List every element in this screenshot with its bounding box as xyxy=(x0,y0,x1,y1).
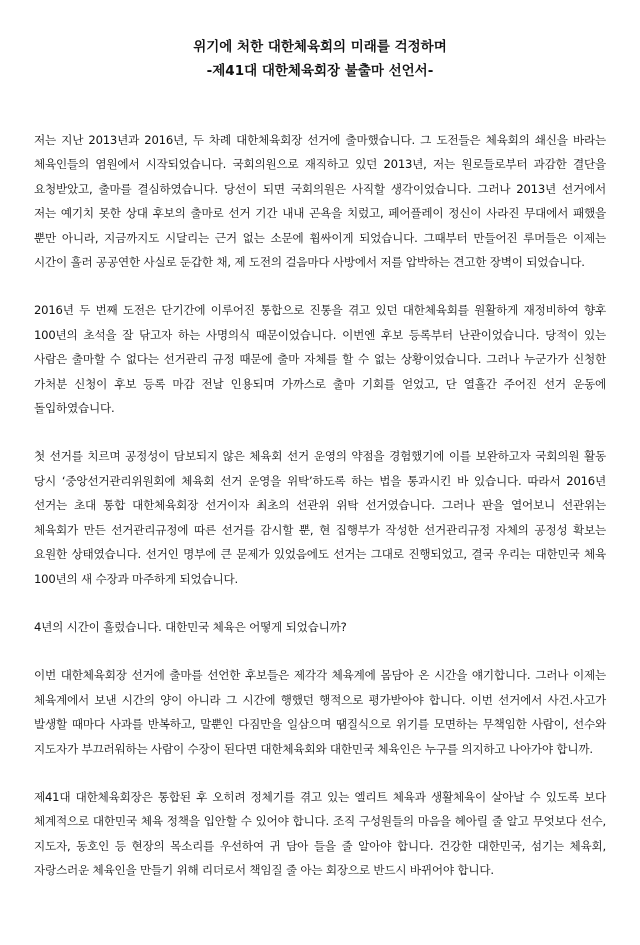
paragraph-3: 첫 선거를 치르며 공정성이 담보되지 않은 체육회 선거 운영의 약점을 경험했기에 이를 보완하고자 국회의원 활동 당시 ‘중앙선거관리위원회에 체육회 선거 운영을 위탁’하도록 하는 법을 통과시킨 바 있습니다. 따라서 2016년 선거는 초대 통합 대한체육회장 선거이자 최초의 선관위 위탁 선거였습니다. 그러나 판을 열어보니 선관위는 체육회가 만든 선거관리규정에 따른 선거를 감시할 뿐, 현 집행부가 작성한 선거관리규정 자체의 공정성 확보는 요원한 상태였습니다. 선거인 명부에 큰 문제가 있었음에도 선거는 그대로 진행되었고, 결국 우리는 대한민국 체육 100년의 새 수장과 마주하게 되었습니다. xyxy=(34,449,606,586)
paragraph-1: 저는 지난 2013년과 2016년, 두 차례 대한체육회장 선거에 출마했습니다. 그 도전들은 체육회의 쇄신을 바라는 체육인들의 염원에서 시작되었습니다. 국회의원으로 재직하고 있던 2013년, 저는 원로들로부터 과감한 결단을 요청받았고, 출마를 결심하였습니다. 당선이 되면 국회의원은 사직할 생각이었습니다. 그러나 2013년 선거에서 저는 예기치 못한 상대 후보의 출마로 선거 기간 내내 곤욕을 치렀고, 페어플레이 정신이 사라진 무대에서 패했을 뿐만 아니라, 지금까지도 시달리는 근거 없는 소문에 휩싸이게 되었습니다. 그때부터 만들어진 루머들은 이제는 시간이 흘러 공공연한 사실로 둔갑한 채, 제 도전의 걸음마다 사방에서 저를 압박하는 견고한 장벽이 되었습니다. xyxy=(34,133,606,270)
paragraph-5: 이번 대한체육회장 선거에 출마를 선언한 후보들은 제각각 체육계에 몸담아 온 시간을 얘기합니다. 그러나 이제는 체육계에서 보낸 시간의 양이 아니라 그 시간에 행했던 행적으로 평가받아야 합니다. 이번 선거에서 사건.사고가 발생할 때마다 사과를 반복하고, 말뿐인 다짐만을 일삼으며 땜질식으로 위기를 모면하는 무책임한 사람이, 선수와 지도자가 부끄러워하는 사람이 수장이 된다면 대한체육회와 대한민국 체육인은 누구를 의지하고 나아가야 합니까. xyxy=(34,668,606,756)
paragraph-question: 4년의 시간이 흘렀습니다. 대한민국 체육은 어떻게 되었습니까? xyxy=(34,619,347,634)
document-body xyxy=(34,128,606,883)
document-subtitle: -제41대 대한체육회장 불출마 선언서- xyxy=(206,63,434,79)
paragraph-2: 2016년 두 번째 도전은 단기간에 이루어진 통합으로 진통을 겪고 있던 대한체육회를 원활하게 재정비하여 향후 100년의 초석을 잘 닦고자 하는 사명의식 때문이었습니다. 이번엔 후보 등록부터 난관이었습니다. 당적이 있는 사람은 출마할 수 없다는 선거관리 규정 때문에 출마 자체를 할 수 없는 상황이었습니다. 그러나 누군가가 신청한 가처분 신청이 후보 등록 마감 전날 인용되며 가까스로 출마 기회를 얻었고, 단 열흘간 주어진 선거 운동에 돌입하였습니다. xyxy=(34,303,606,416)
document-title: 위기에 처한 대한체육회의 미래를 걱정하며 xyxy=(193,39,447,55)
paragraph-6: 제41대 대한체육회장은 통합된 후 오히려 정체기를 겪고 있는 엘리트 체육과 생활체육이 살아날 수 있도록 보다 체계적으로 대한민국 체육 정책을 입안할 수 있어야 합니다. 조직 구성원들의 마음을 헤아릴 줄 알고 무엇보다 선수, 지도자, 동호인 등 현장의 목소리를 우선하여 귀 담아 들을 줄 알아야 합니다. 건강한 대한민국, 섬기는 체육회, 자랑스러운 체육인을 만들기 위해 리더로서 책임질 줄 아는 회장으로 반드시 바뀌어야 합니다. xyxy=(34,789,606,878)
